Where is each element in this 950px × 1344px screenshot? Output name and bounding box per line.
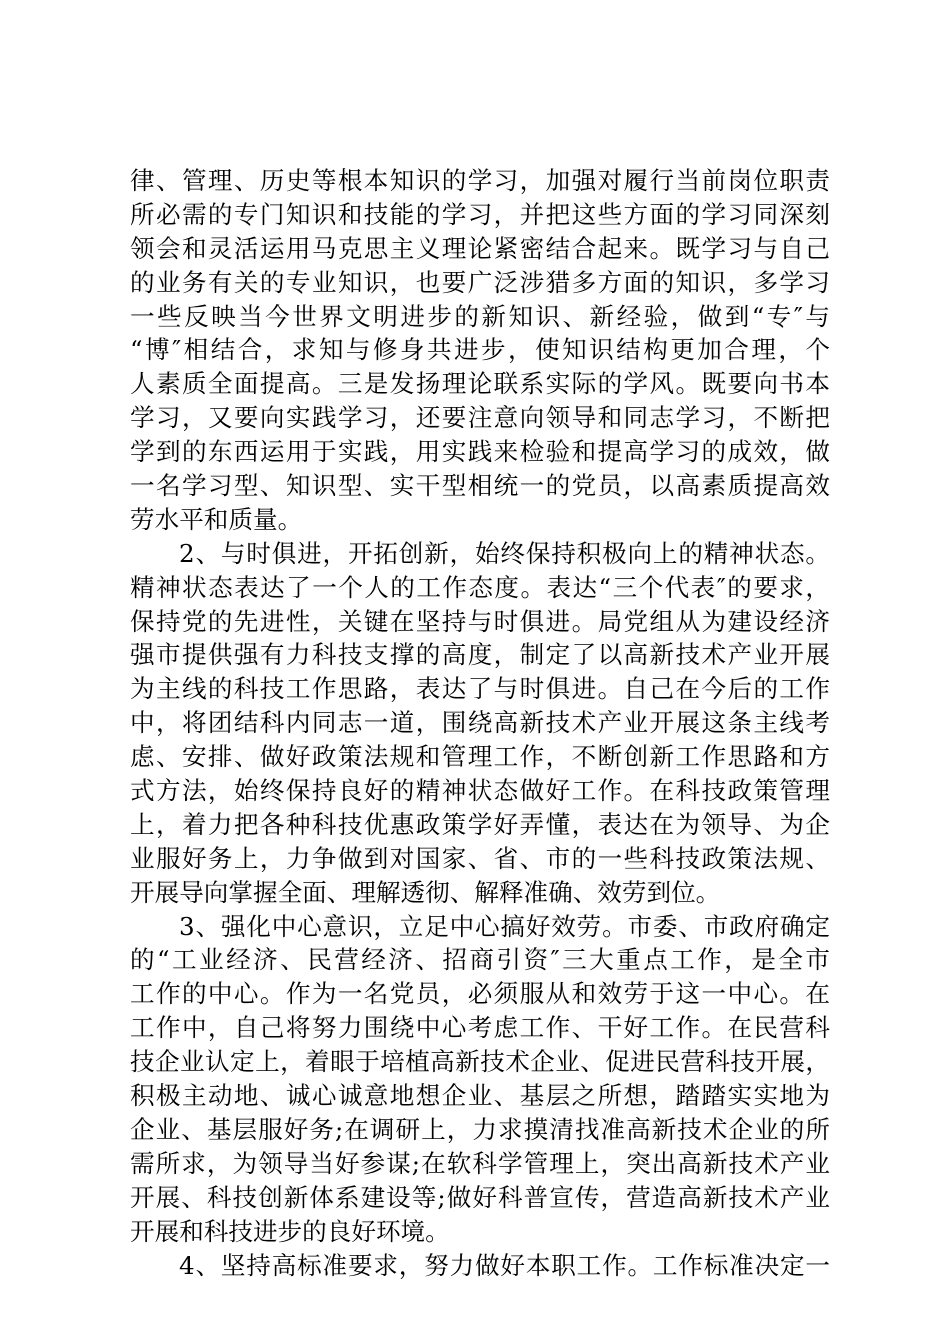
text-line: 一些反映当今世界文明进步的新知识、新经验，做到“专″与 (130, 301, 830, 331)
text-line: 律、管理、历史等根本知识的学习，加强对履行当前岗位职责 (130, 166, 830, 195)
paragraph-heading-3: 3、强化中心意识，立足中心搞好效劳。市委、市政府确定 (179, 911, 830, 941)
text-line: 领会和灵活运用马克思主义理论紧密结合起来。既学习与自己 (130, 233, 830, 263)
document-body (130, 164, 830, 1282)
paragraph-end-line: 劳水平和质量。 (130, 504, 303, 534)
text-line: 中，将团结科内同志一道，围绕高新技术产业开展这条主线考 (130, 708, 830, 738)
text-line: 工作的中心。作为一名党员，必须服从和效劳于这一中心。在 (130, 979, 830, 1009)
text-line: 学习，又要向实践学习，还要注意向领导和同志学习，不断把 (130, 403, 830, 433)
text-line: 强市提供强有力科技支撑的高度，制定了以高新技术产业开展 (130, 640, 830, 670)
text-line: 开展、科技创新体系建设等;做好科普宣传，营造高新技术产业 (130, 1182, 830, 1212)
text-line: 企业、基层服好务;在调研上，力求摸清找准高新技术企业的所 (130, 1114, 830, 1144)
text-line: 精神状态表达了一个人的工作态度。表达“三个代表″的要求， (130, 572, 830, 602)
text-line: 学到的东西运用于实践，用实践来检验和提高学习的成效，做 (130, 437, 830, 467)
text-line: 所必需的专门知识和技能的学习，并把这些方面的学习同深刻 (130, 199, 830, 229)
paragraph-end-line: 开展导向掌握全面、理解透彻、解释准确、效劳到位。 (130, 877, 721, 907)
text-line: 业服好务上，力争做到对国家、省、市的一些科技政策法规、 (130, 843, 830, 873)
text-line: 为主线的科技工作思路，表达了与时俱进。自己在今后的工作 (130, 674, 830, 704)
text-line: 一名学习型、知识型、实干型相统一的党员，以高素质提高效 (130, 471, 830, 501)
text-line: 的业务有关的专业知识，也要广泛涉猎多方面的知识，多学习 (130, 267, 830, 297)
text-line: 需所求，为领导当好参谋;在软科学管理上，突出高新技术产业 (130, 1148, 830, 1178)
text-line: 保持党的先进性，关键在坚持与时俱进。局党组从为建设经济 (130, 606, 830, 636)
paragraph-heading-2: 2、与时俱进，开拓创新，始终保持积极向上的精神状态。 (179, 538, 830, 568)
text-line: 上，着力把各种科技优惠政策学好弄懂，表达在为领导、为企 (130, 809, 830, 839)
text-line: 式方法，始终保持良好的精神状态做好工作。在科技政策管理 (130, 776, 830, 806)
paragraph-end-line: 开展和科技进步的良好环境。 (130, 1216, 450, 1246)
text-line: 积极主动地、诚心诚意地想企业、基层之所想，踏踏实实地为 (130, 1081, 830, 1111)
text-line: “博″相结合，求知与修身共进步，使知识结构更加合理，个 (130, 335, 830, 365)
text-line: 技企业认定上，着眼于培植高新技术企业、促进民营科技开展， (130, 1047, 830, 1077)
text-line: 虑、安排、做好政策法规和管理工作，不断创新工作思路和方 (130, 742, 830, 772)
text-line: 的“工业经济、民营经济、招商引资″三大重点工作，是全市 (130, 945, 830, 975)
paragraph-heading-4: 4、坚持高标准要求，努力做好本职工作。工作标准决定一 (179, 1250, 830, 1280)
text-line: 人素质全面提高。三是发扬理论联系实际的学风。既要向书本 (130, 369, 830, 399)
text-line: 工作中，自己将努力围绕中心考虑工作、干好工作。在民营科 (130, 1013, 830, 1043)
